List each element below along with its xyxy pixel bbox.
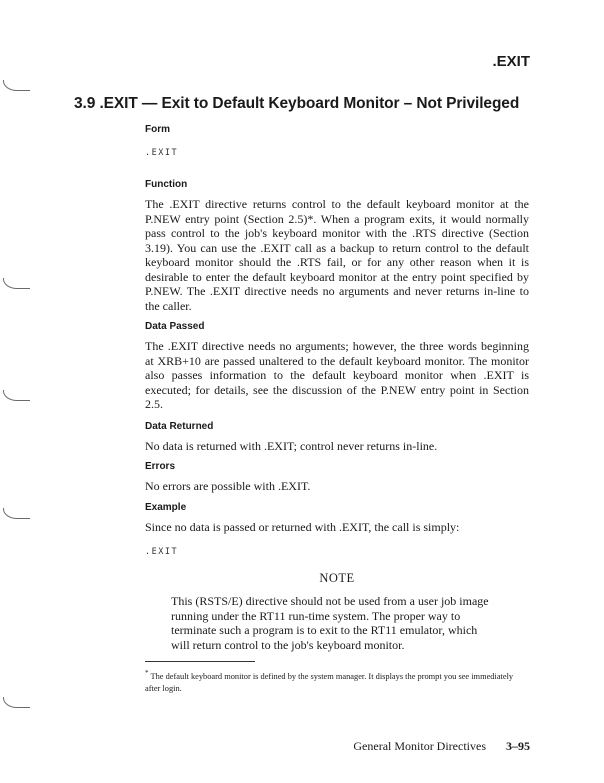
footnote xyxy=(145,667,529,695)
example-text: Since no data is passed or returned with .EXIT, the call is simply: xyxy=(145,519,460,534)
form-heading: Form xyxy=(145,124,170,135)
margin-mark xyxy=(3,278,30,289)
data-passed-text: The .EXIT directive needs no arguments; however, the three words beginning at XRB+10 are passed unaltered to the default keyboard monitor. The monitor also passes information to the default keyboard monitor when .EXIT is executed; for details, see the discussion of the P.NEW entry point in Section 2.5. xyxy=(145,339,529,411)
margin-mark xyxy=(3,390,30,401)
margin-mark xyxy=(3,508,30,519)
section-title: 3.9 .EXIT — Exit to Default Keyboard Monitor – Not Privileged xyxy=(74,95,520,112)
form-code: .EXIT xyxy=(145,148,179,158)
note-title: NOTE xyxy=(319,571,355,585)
margin-mark xyxy=(3,697,30,708)
note-box xyxy=(145,571,529,652)
function-heading: Function xyxy=(145,179,188,190)
data-passed-heading: Data Passed xyxy=(145,321,205,332)
footnote-text: The default keyboard monitor is defined by the system manager. It displays the prompt you see immediately after login. xyxy=(145,671,514,693)
footnote-marker: * xyxy=(145,669,149,677)
errors-heading: Errors xyxy=(145,461,176,472)
content-column xyxy=(145,124,529,695)
function-text: The .EXIT directive returns control to the default keyboard monitor at the P.NEW entry point (Section 2.5)*. When a program exits, it would normally pass control to the job's keyboard monitor with the .RTS directive (Section 3.19). You can use the .EXIT call as a backup to return control to the default keyboard monitor should the .RTS fail, or for any other reason when it is desirable to enter the default keyboard monitor at the entry point specified by P.NEW. The .EXIT directive needs no arguments and never returns in-line to the caller. xyxy=(145,197,529,313)
note-text: This (RSTS/E) directive should not be used from a user job image running under the RT11 run-time system. The proper way to terminate such a program is to exit to the RT11 emulator, which will return control to the job's keyboard monitor. xyxy=(171,594,489,652)
page-footer xyxy=(353,739,530,754)
data-returned-heading: Data Returned xyxy=(145,420,214,432)
errors-text: No errors are possible with .EXIT. xyxy=(145,479,311,493)
page-number: 3–95 xyxy=(506,739,530,753)
example-heading: Example xyxy=(145,501,187,513)
footnote-rule xyxy=(145,661,255,662)
footer-title: General Monitor Directives xyxy=(353,739,486,753)
data-returned-text: No data is returned with .EXIT; control never returns in-line. xyxy=(145,438,438,453)
margin-mark xyxy=(3,80,30,91)
example-code: .EXIT xyxy=(145,547,179,557)
running-head: .EXIT xyxy=(492,53,530,70)
